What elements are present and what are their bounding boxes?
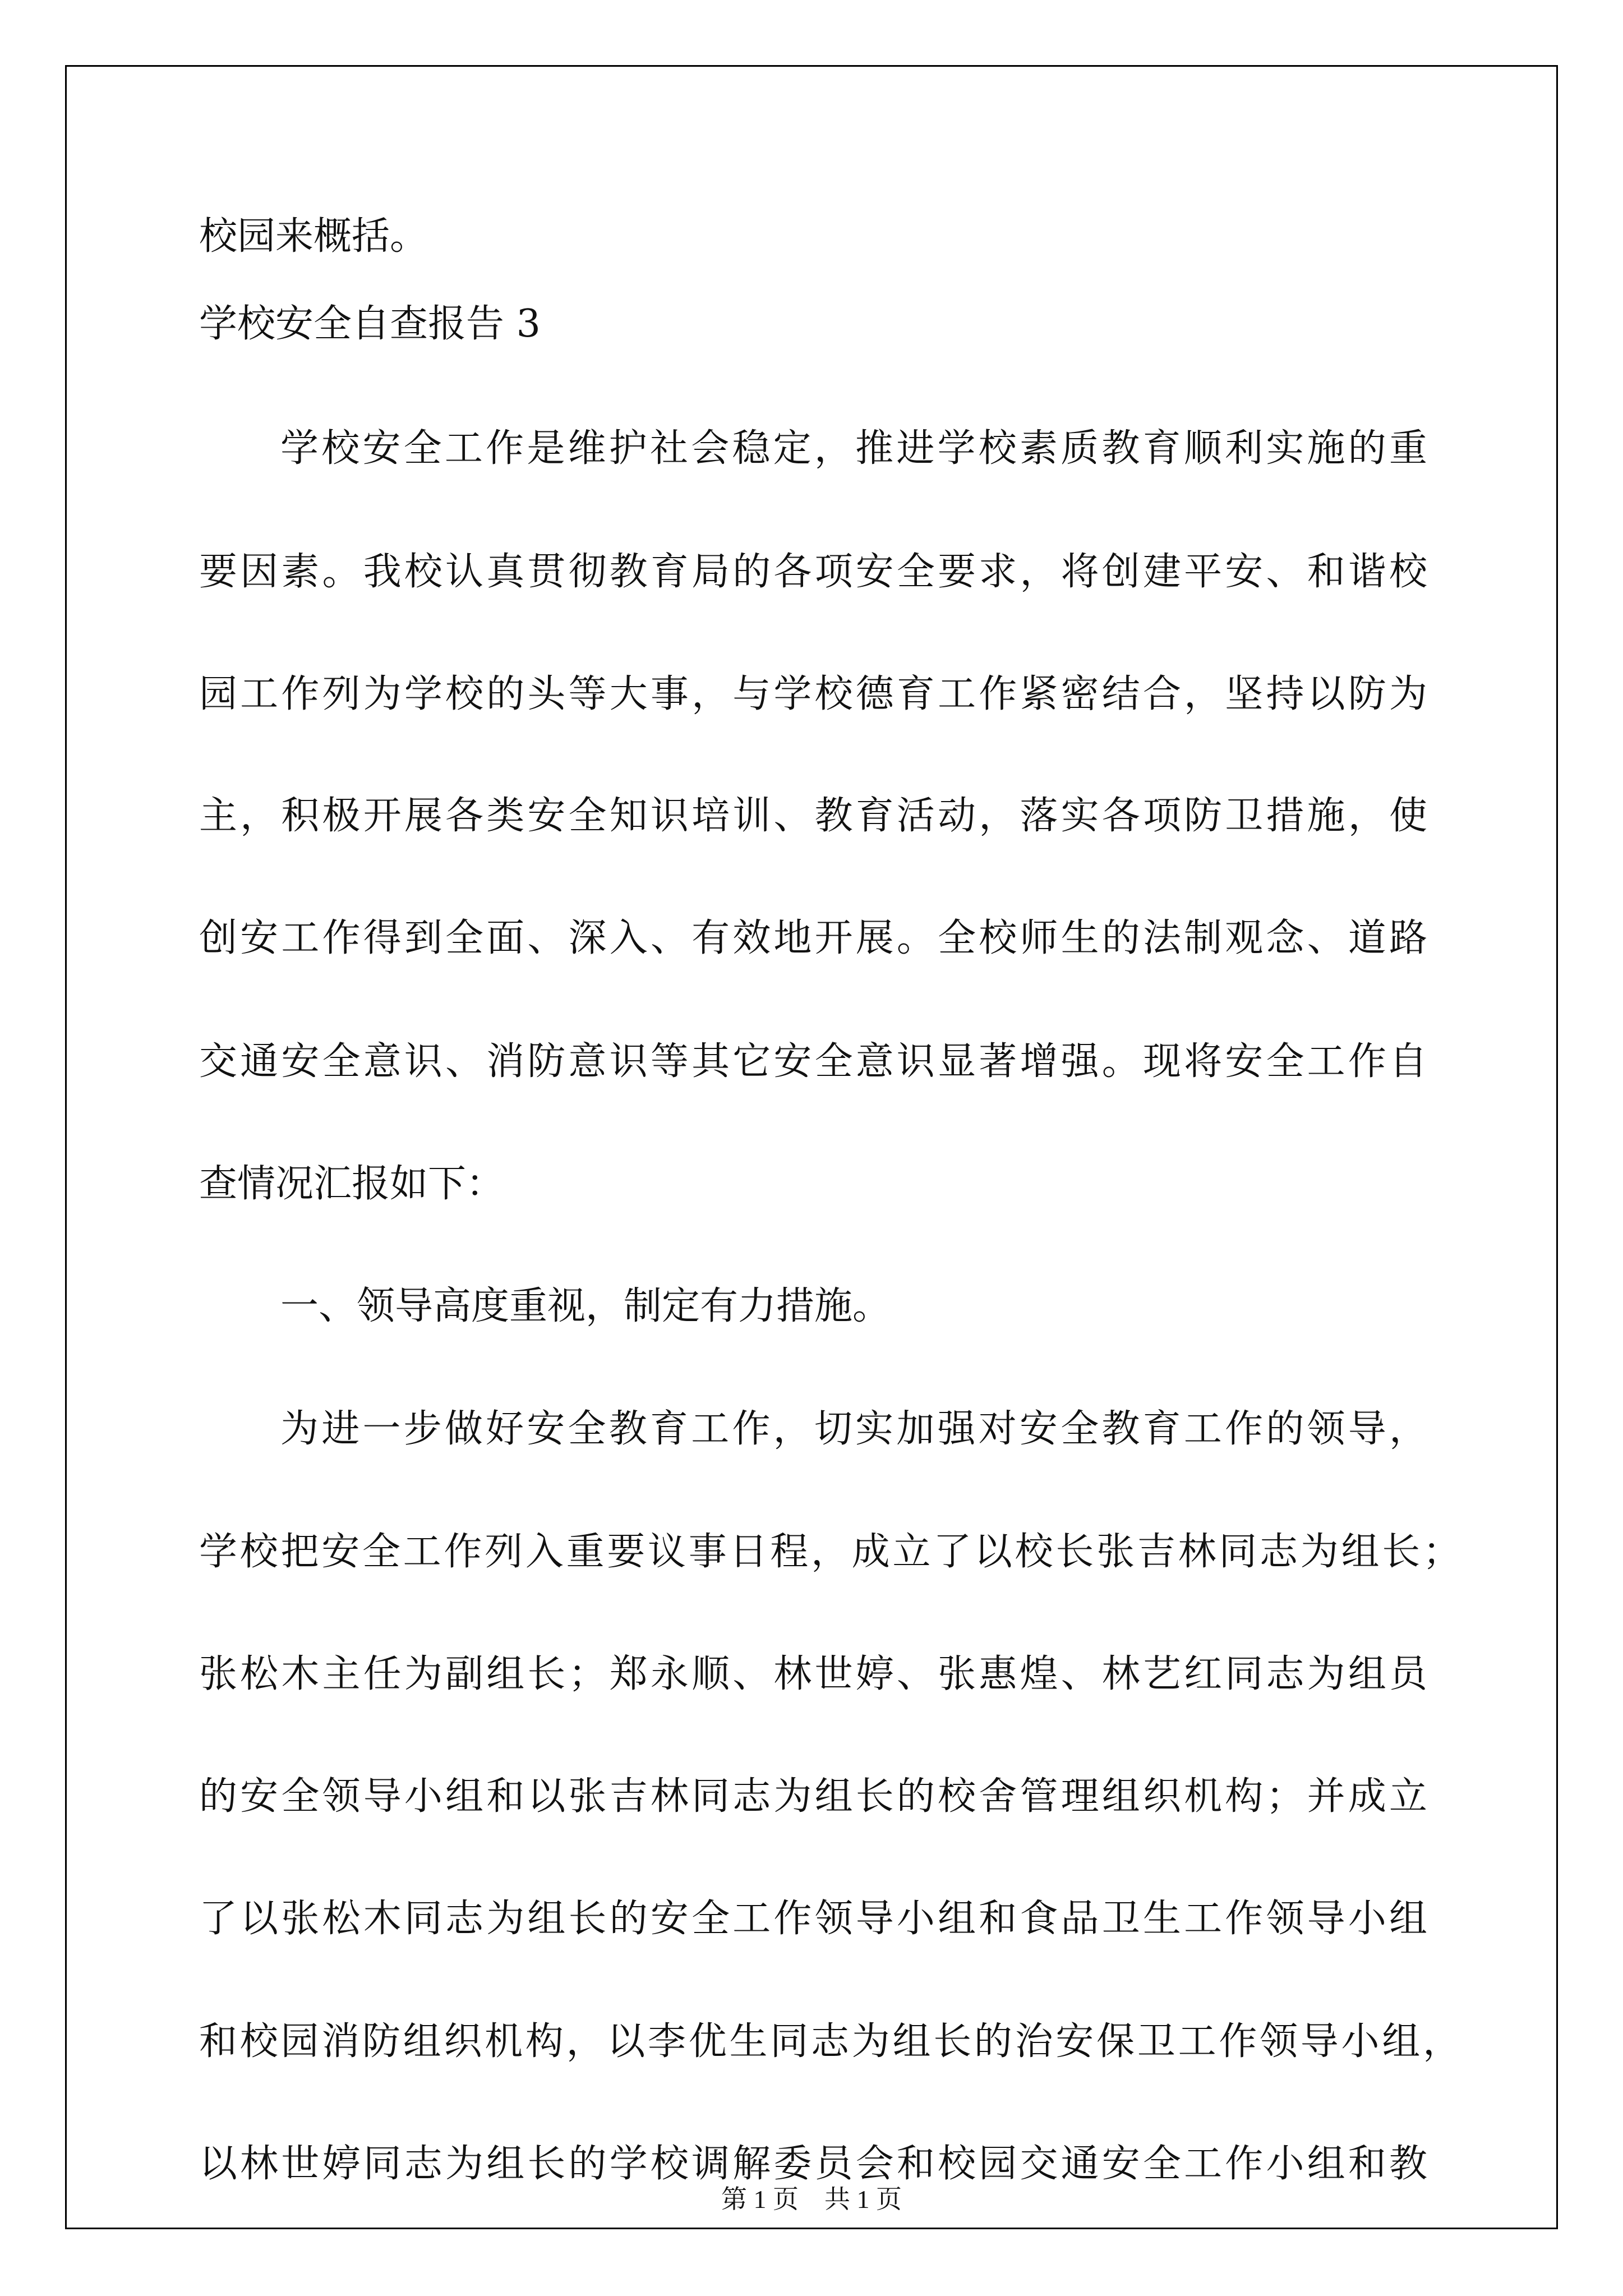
paragraph-line: 交通安全意识、消防意识等其它安全意识显著增强。现将安全工作自: [199, 1039, 1427, 1084]
paragraph-line: 园工作列为学校的头等大事，与学校德育工作紧密结合，坚持以防为: [199, 672, 1427, 716]
paragraph-line: 的安全领导小组和以张吉林同志为组长的校舍管理组织机构；并成立: [199, 1774, 1427, 1819]
paragraph-line: 以林世婷同志为组长的学校调解委员会和校园交通安全工作小组和教: [199, 2142, 1427, 2186]
paragraph-line: 为进一步做好安全教育工作，切实加强对安全教育工作的领导，: [280, 1407, 1427, 1451]
paragraph-line: 要因素。我校认真贯彻教育局的各项安全要求，将创建平安、和谐校: [199, 550, 1427, 594]
page-number-footer: 第 1 页 共 1 页: [721, 2185, 902, 2214]
paragraph-line: 创安工作得到全面、深入、有效地开展。全校师生的法制观念、道路: [199, 916, 1427, 960]
paragraph-line: 张松木主任为副组长；郑永顺、林世婷、张惠煌、林艺红同志为组员: [199, 1652, 1427, 1696]
paragraph-line: 主，积极开展各类安全知识培训、教育活动，落实各项防卫措施，使: [199, 794, 1427, 838]
section-heading: 学校安全自查报告 3: [199, 302, 541, 346]
paragraph-line: 学校安全工作是维护社会稳定，推进学校素质教育顺利实施的重: [280, 426, 1427, 471]
text-line-continuation: 校园来概括。: [199, 214, 428, 259]
paragraph-line: 查情况汇报如下：: [199, 1162, 505, 1206]
paragraph-line: 学校把安全工作列入重要议事日程，成立了以校长张吉林同志为组长；: [199, 1530, 1461, 1574]
paragraph-line: 了以张松木同志为组长的安全工作领导小组和食品卫生工作领导小组: [199, 1897, 1427, 1941]
paragraph-line: 和校园消防组织机构，以李优生同志为组长的治安保卫工作领导小组，: [199, 2019, 1461, 2064]
subsection-heading: 一、领导高度重视，制定有力措施。: [280, 1284, 891, 1328]
